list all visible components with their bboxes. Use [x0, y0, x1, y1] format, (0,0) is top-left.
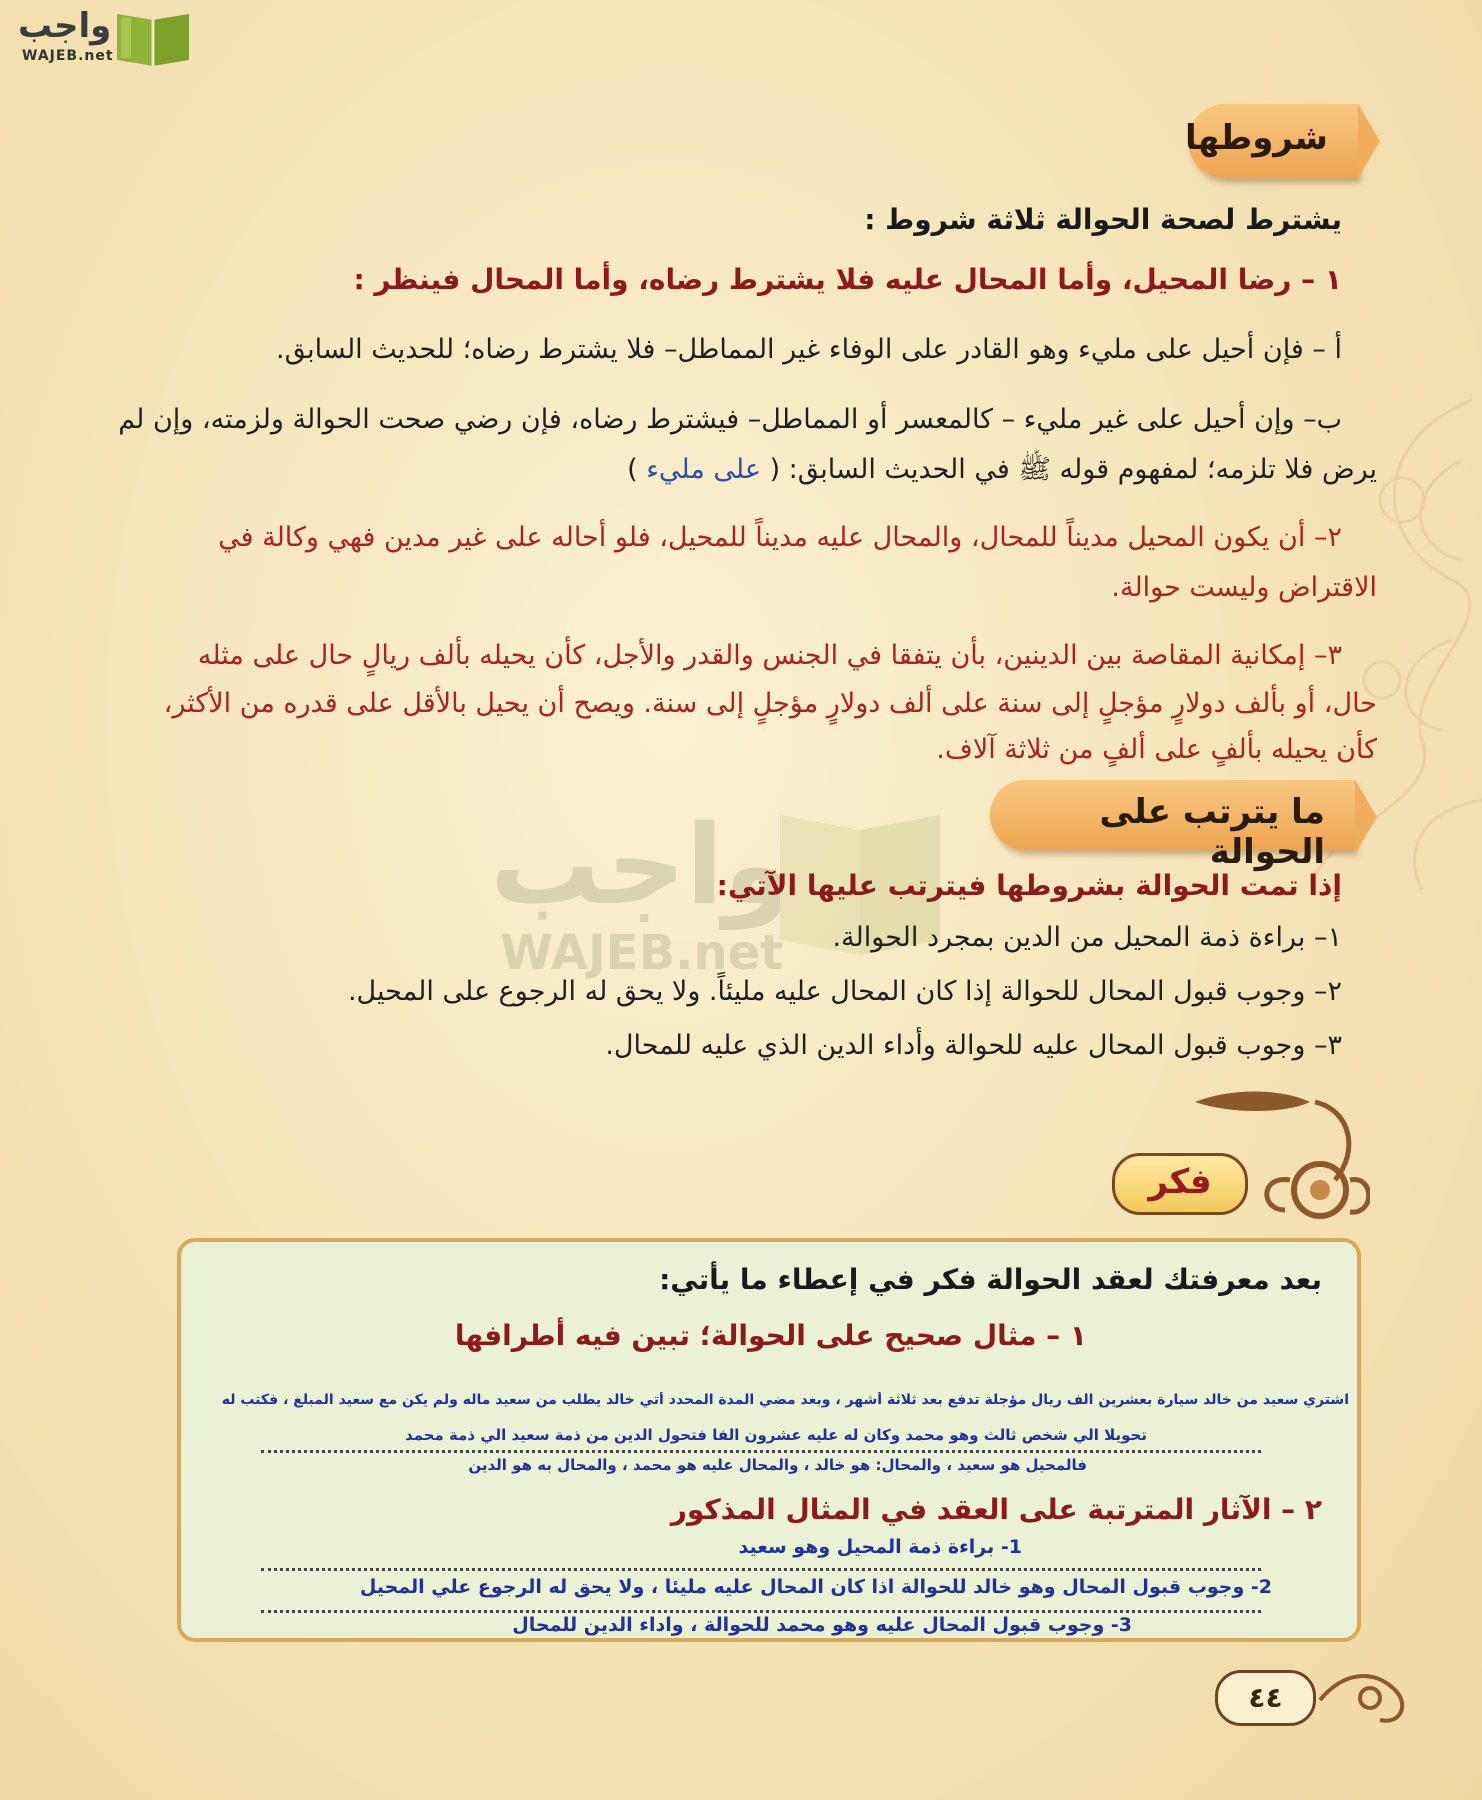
watermark-arabic: واجب: [490, 801, 792, 929]
answer-1-line2[interactable]: تحويلا الي شخص ثالث وهو محمد وكان له عليه عشرون الفا فتحول الدين من ذمة سعيد الي ذمة محمد: [404, 1426, 1147, 1444]
section-header-conditions: [1185, 104, 1358, 178]
book-icon: [113, 10, 193, 68]
think-question-1: ١ – مثال صحيح على الحوالة؛ تبين فيه أطرافها: [454, 1319, 1087, 1352]
condition-1-title: ١ – رضا المحيل، وأما المحال عليه فلا يشترط رضاه، وأما المحال فينظر :: [353, 263, 1342, 296]
answer-line-dots: [261, 1450, 1261, 1453]
effect-3: ٣– وجوب قبول المحال عليه للحوالة وأداء الدين الذي عليه للمحال.: [605, 1030, 1342, 1061]
think-question-2: ٢ – الآثار المترتبة على العقد في المثال المذكور: [670, 1493, 1322, 1526]
think-label: فكر: [1148, 1162, 1212, 1202]
think-badge: [1112, 1153, 1248, 1215]
answer-2-line2[interactable]: 2- وجوب قبول المحال وهو خالد للحوالة اذا كان المحال عليه مليئا ، ولا يحق له الرجوع علي المحيل: [359, 1576, 1272, 1598]
condition-1b-line1: ب– وإن أحيل على غير مليء – كالمعسر أو المماطل– فيشترط رضاه، فإن رضي صحت الحوالة ولزمته، وإن لم: [118, 404, 1342, 435]
watermark-english: WAJEB.net: [500, 925, 784, 981]
condition-3-line2: حال، أو بألف دولارٍ مؤجلٍ إلى سنة على ألف دولارٍ مؤجلٍ إلى سنة. ويصح أن يحيل بالأقل على قدره من الأكثر،: [163, 688, 1377, 719]
answer-line-dots: [261, 1610, 1261, 1613]
effect-1: ١– براءة ذمة المحيل من الدين بمجرد الحوالة.: [832, 922, 1342, 953]
answer-1-line3[interactable]: فالمحيل هو سعيد ، والمحال: هو خالد ، والمحال عليه هو محمد ، والمحال به هو الدين: [468, 1456, 1087, 1474]
conditions-intro: يشترط لصحة الحوالة ثلاثة شروط :: [864, 203, 1342, 236]
quote-close: ): [627, 454, 638, 485]
page-number: ٤٤: [1215, 1670, 1316, 1726]
hadith-quote: على مليء: [646, 454, 761, 485]
answer-2-line3[interactable]: 3- وجوب قبول المحال عليه وهو محمد للحوالة ، واداء الدين للمحال: [512, 1614, 1132, 1636]
page-ornament-icon: [1315, 1660, 1415, 1735]
page-number-area: [1215, 1660, 1415, 1735]
think-activity-box: [177, 1238, 1361, 1642]
think-intro: بعد معرفتك لعقد الحوالة فكر في إعطاء ما يأتي:: [659, 1263, 1322, 1296]
answer-line-dots: [261, 1568, 1261, 1571]
answer-2-line1[interactable]: 1- براءة ذمة المحيل وهو سعيد: [738, 1536, 1022, 1558]
section-header-effects: [990, 780, 1355, 872]
condition-3-line1: ٣– إمكانية المقاصة بين الدينين، بأن يتفقا في الجنس والقدر والأجل، كأن يحيله بألف ريالٍ حال على مثله: [197, 640, 1342, 671]
section-title: ما يترتب على الحوالة: [1099, 792, 1325, 872]
effect-2: ٢– وجوب قبول المحال للحوالة إذا كان المحال عليه مليئاً. ولا يحق له الرجوع على المحيل.: [347, 976, 1342, 1007]
condition-1b-text: يرض فلا تلزمه؛ لمفهوم قوله ﷺ في الحديث السابق: (: [769, 454, 1377, 485]
condition-2-line2: الاقتراض وليست حوالة.: [1111, 572, 1377, 603]
logo-arabic: واجب: [18, 6, 112, 46]
condition-1a: أ – فإن أحيل على مليء وهو القادر على الوفاء غير المماطل– فلا يشترط رضاه؛ للحديث السابق.: [276, 334, 1342, 365]
effects-intro: إذا تمت الحوالة بشروطها فيترتب عليها الآتي:: [716, 869, 1342, 902]
condition-2-line1: ٢– أن يكون المحيل مديناً للمحال، والمحال عليه مديناً للمحيل، فلو أحاله على غير مدين فهي وكالة في: [218, 522, 1342, 553]
condition-1b-line2: [627, 446, 1377, 494]
answer-1-line1[interactable]: اشتري سعيد من خالد سيارة بعشرين الف ريال مؤجلة تدفع بعد ثلاثة أشهر ، وبعد مضي المدة المحدد أتي خالد يطلب من سعيد ماله ولم يكن مع سعيد المبلغ ، فكتب له: [221, 1392, 1349, 1408]
logo-english: WAJEB.net: [22, 48, 114, 64]
wajeb-logo[interactable]: [8, 6, 188, 68]
condition-3-line3: كأن يحيله بألفٍ على ألفٍ من ثلاثة آلاف.: [936, 734, 1377, 765]
section-title: شروطها: [1185, 118, 1328, 158]
